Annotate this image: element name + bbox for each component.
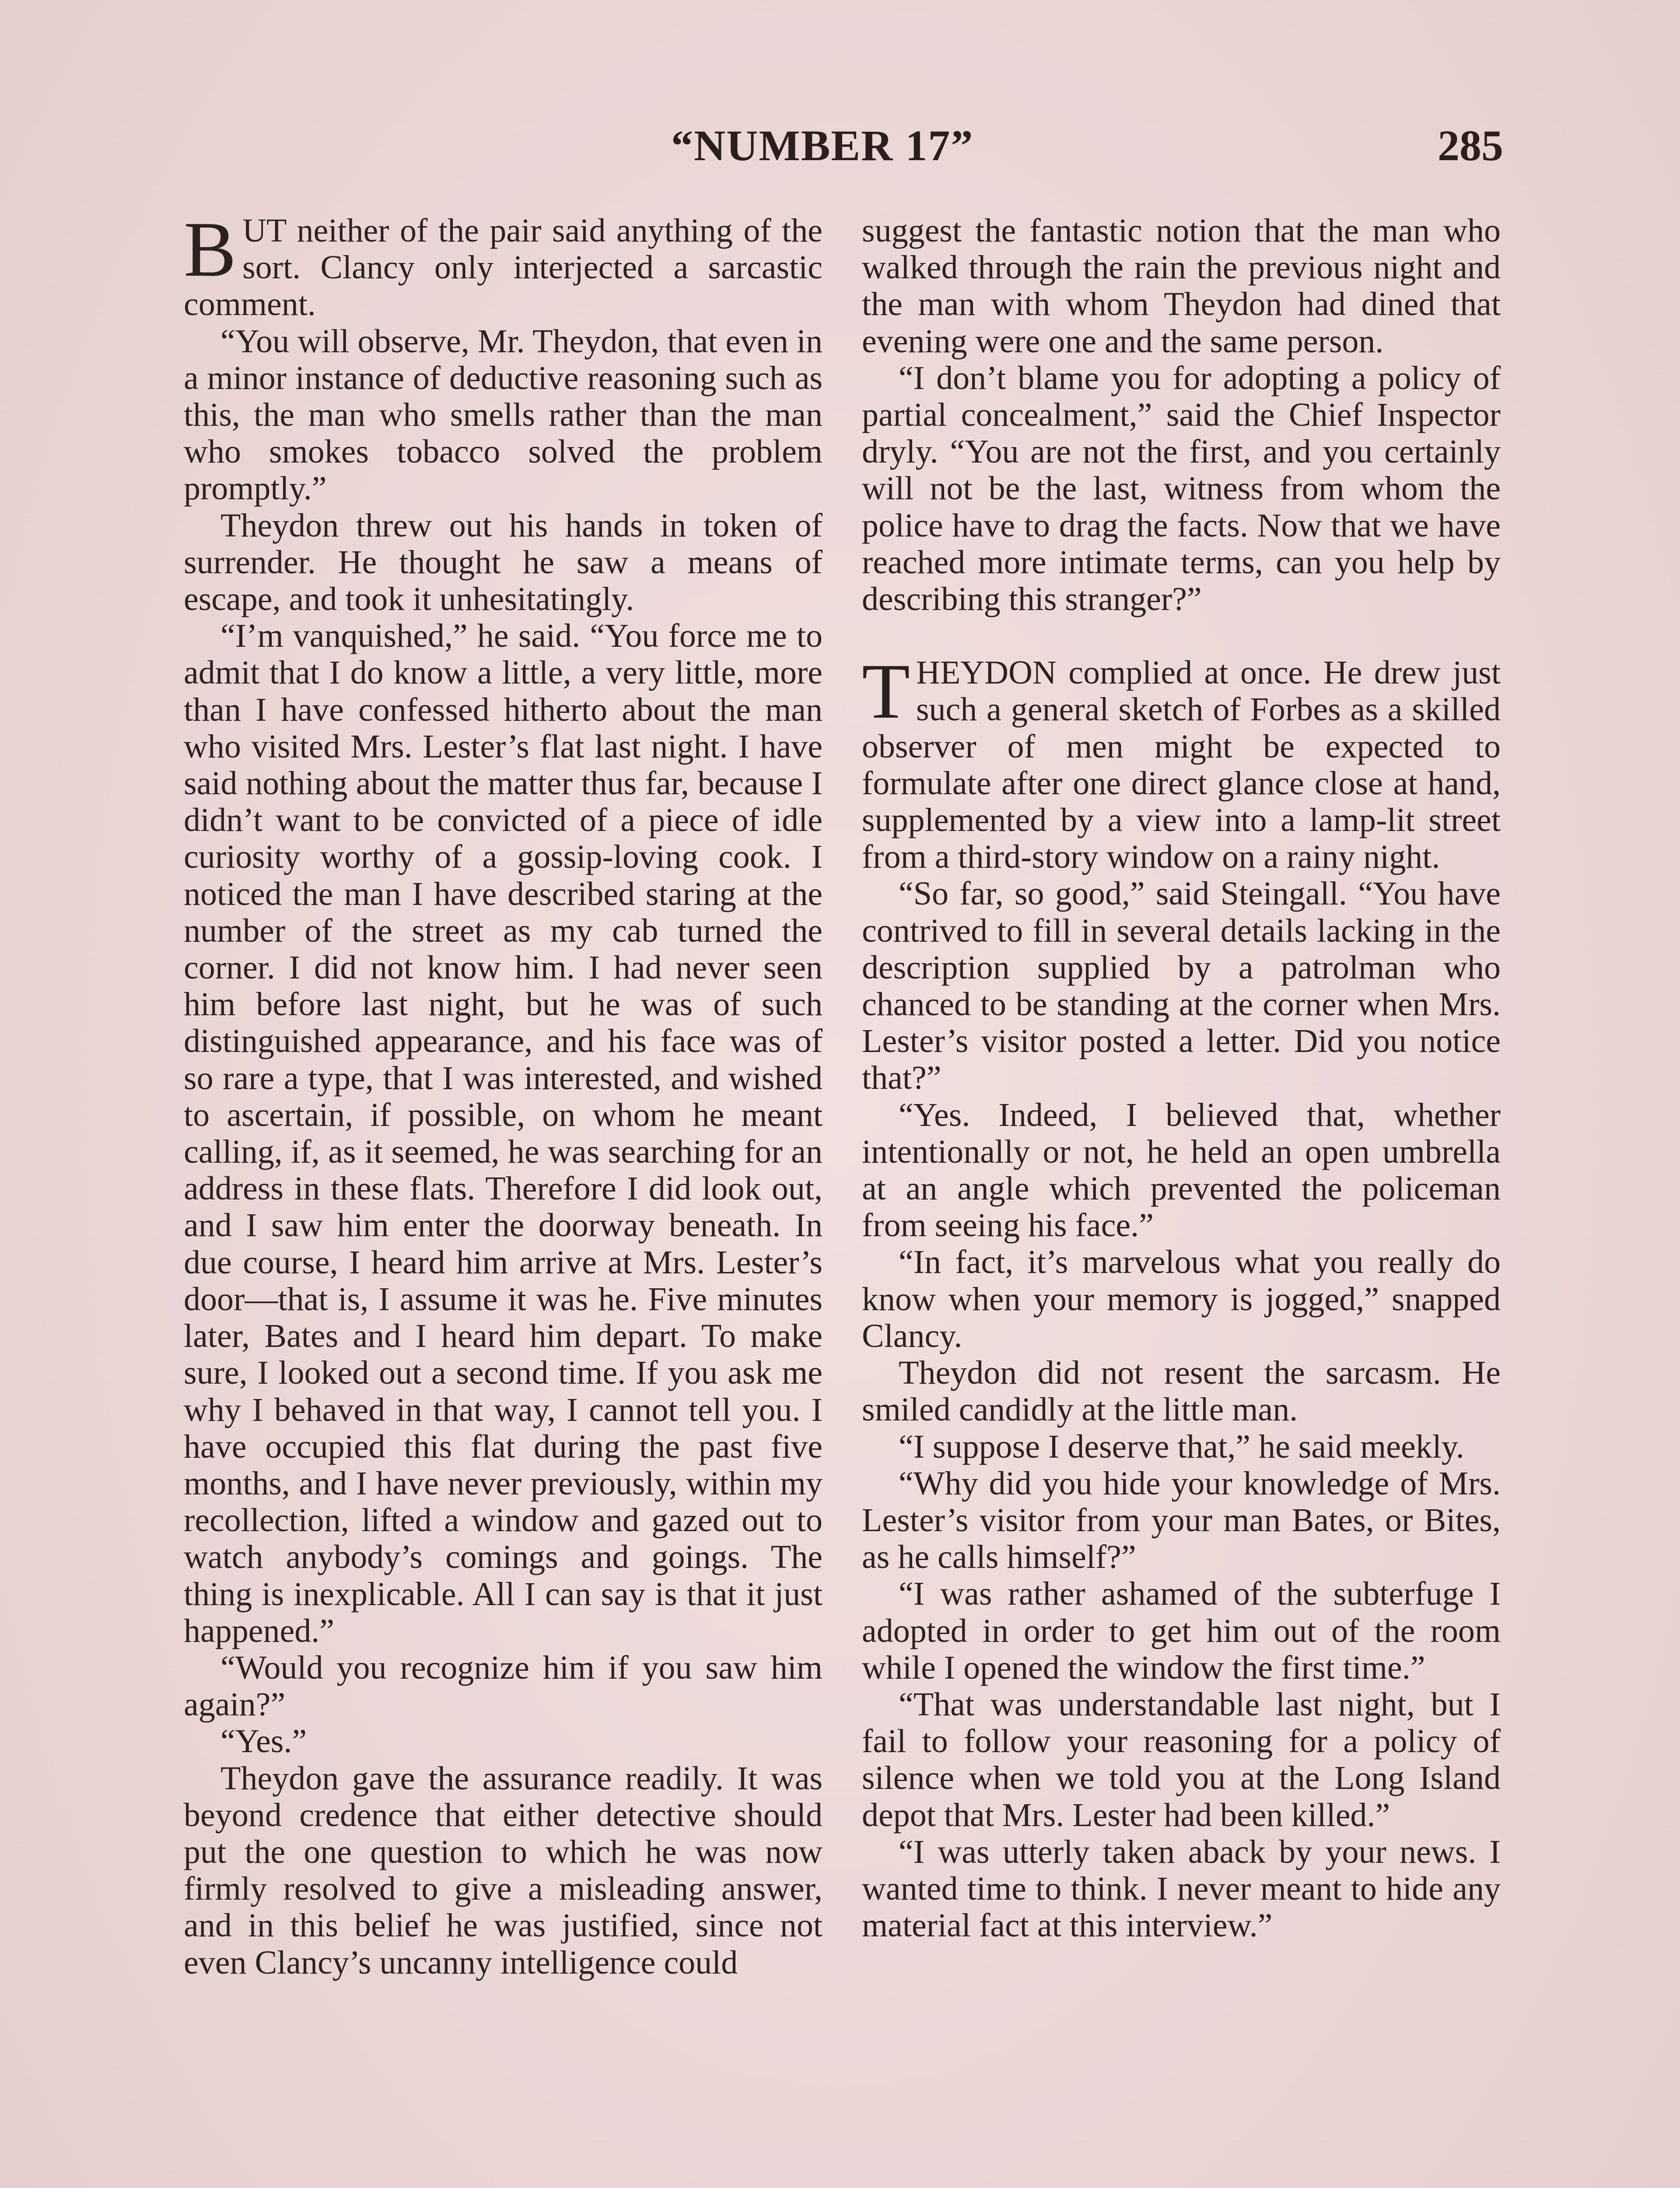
paragraph: “I’m vanquished,” he said. “You force me to admit that I do know a little, a very little, more than I have confessed hitherto about the man who visited Mrs. Lester’s flat last night. I have said nothing about the matter thus far, because I didn’t want to be convicted of a piece of idle curiosity worthy of a gossip-loving cook. I noticed the man I have described staring at the number of the street as my cab turned the corner. I did not know him. I had never seen him before last night, but he was of such distinguished appearance, and his face was of so rare a type, that I was interested, and wished to ascertain, if possible, on whom he meant calling, if, as it seemed, he was searching for an address in these flats. Therefore I did look out, and I saw him enter the doorway beneath. In due course, I heard him arrive at Mrs. Lester’s door—that is, I assume it was he. Five minutes later, Bates and I heard him depart. To make sure, I looked out a second time. If you ask me why I behaved in that way, I cannot tell you. I have occupied this flat during the past five months, and I have never previously, within my recollection, lifted a window and gazed out to watch anybody’s comings and goings. The thing is inexplicable. All I can say is that it just happened.” xyxy=(184,617,822,1649)
paragraph: “I was utterly taken aback by your news. I wanted time to think. I never meant to hide any material fact at this interview.” xyxy=(862,1833,1501,1944)
running-title: “NUMBER 17” xyxy=(671,121,974,170)
paragraph: “I suppose I deserve that,” he said meekly. xyxy=(899,1428,1464,1465)
paragraph: “Would you recognize him if you saw him again?” xyxy=(184,1649,822,1723)
paragraph: “Why did you hide your knowledge of Mrs. Lester’s visitor from your man Bates, or Bites, as he calls himself?” xyxy=(862,1465,1501,1576)
paragraph: “In fact, it’s marvelous what you really do know when your memory is jogged,” snapped Clancy. xyxy=(862,1244,1501,1354)
paragraph: “I don’t blame you for adopting a policy of partial concealment,” said the Chief Inspector dryly. “You are not the first, and you certainly will not be the last, witness from whom the police have to drag the facts. Now that we have reached more intimate terms, can you help by describing this stranger?” xyxy=(862,359,1501,618)
paragraph: “So far, so good,” said Steingall. “You have contrived to fill in several details lacking in the description supplied by a patrolman who chanced to be standing at the corner when Mrs. Lester’s visitor posted a letter. Did you notice that?” xyxy=(862,875,1501,1097)
paragraph: Theydon threw out his hands in token of surrender. He thought he saw a means of escape, and took it unhesitatingly. xyxy=(184,507,822,618)
page-number: 285 xyxy=(1438,121,1503,170)
paragraph: suggest the fantastic notion that the man who walked through the rain the previous night and the man with whom Theydon had dined that evening were one and the same person. xyxy=(862,212,1501,360)
paragraph-text: UT neither of the pair said anything of the sort. Clancy only interjected a sarcastic comment. xyxy=(184,212,822,323)
left-column xyxy=(184,206,822,1981)
right-column xyxy=(862,212,1501,1944)
drop-cap: B xyxy=(184,206,237,293)
paragraph xyxy=(184,206,822,323)
paragraph: “You will observe, Mr. Theydon, that even in a minor instance of deductive reasoning such as this, the man who smells rather than the man who smokes tobacco solved the problem promptly.” xyxy=(184,323,822,507)
paragraph: “I was rather ashamed of the subterfuge I adopted in order to get him out of the room while I opened the window the first time.” xyxy=(862,1575,1501,1686)
drop-cap: T xyxy=(862,648,910,735)
paragraph-text: HEYDON complied at once. He drew just such a general sketch of Forbes as a skilled observer of men might be expected to formulate after one direct glance close at hand, supplemented by a view into a lamp-lit street from a third-story window on a rainy night. xyxy=(862,654,1501,876)
paragraph xyxy=(862,648,1501,876)
paragraph: “Yes. Indeed, I believed that, whether intentionally or not, he held an open umbrella at an angle which prevented the policeman from seeing his face.” xyxy=(862,1096,1501,1244)
paragraph: “That was understandable last night, but I fail to follow your reasoning for a policy of silence when we told you at the Long Island depot that Mrs. Lester had been killed.” xyxy=(862,1686,1501,1834)
paragraph: Theydon did not resent the sarcasm. He smiled candidly at the little man. xyxy=(862,1354,1501,1428)
paragraph: “Yes.” xyxy=(220,1723,307,1760)
paragraph: Theydon gave the assurance readily. It was beyond credence that either detective should put the one question to which he was now firmly resolved to give a misleading answer, and in this belief he was justified, since not even Clancy’s uncanny intelligence could xyxy=(184,1760,822,1981)
